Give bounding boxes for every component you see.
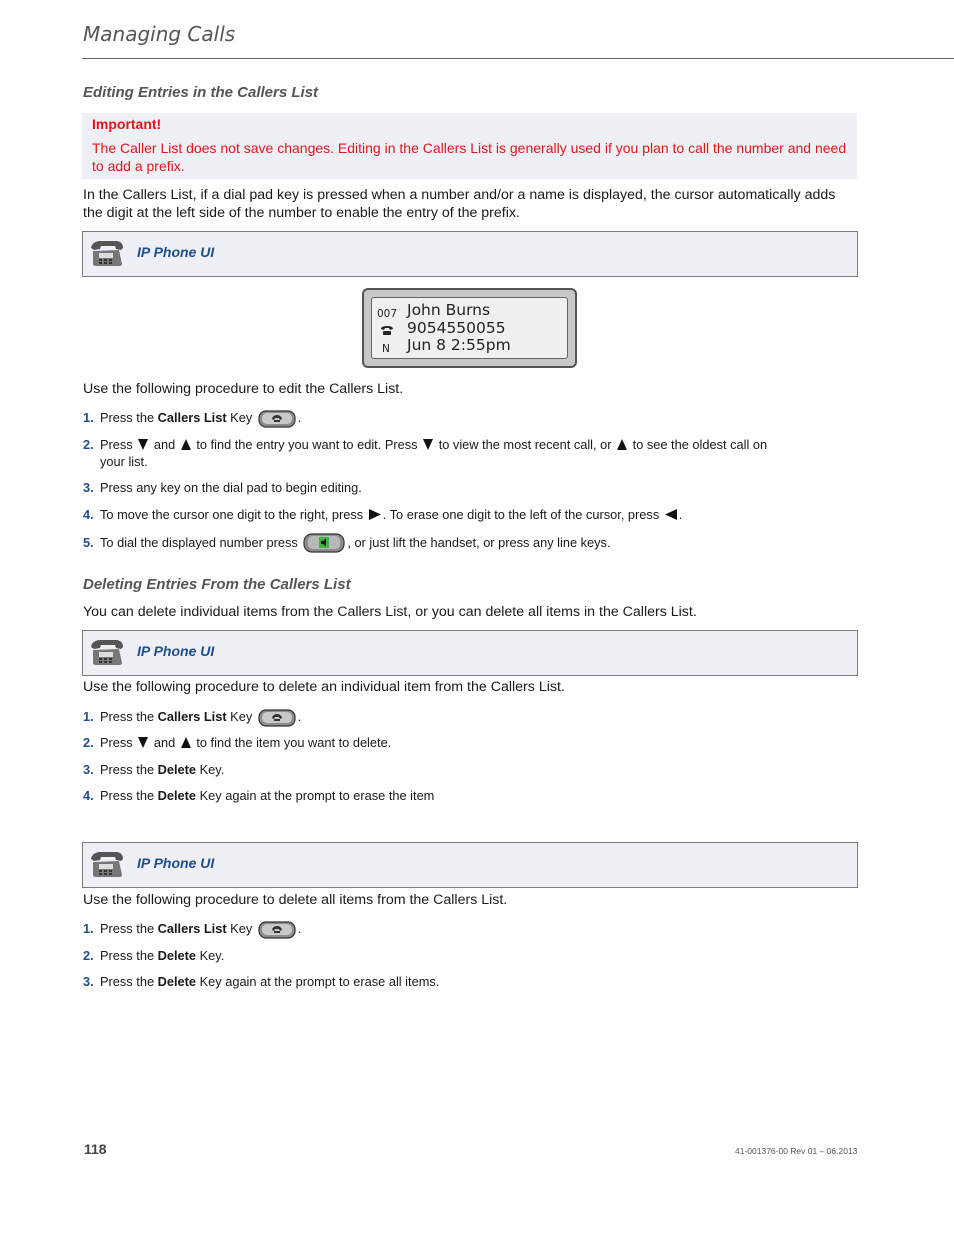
step-text: Press — [100, 437, 133, 452]
step-key-name: Callers List — [157, 410, 227, 425]
step-key-name: Delete — [157, 788, 197, 803]
arrow-up-icon — [181, 737, 191, 748]
delete-all-step-2 — [83, 947, 783, 964]
delete-all-step-3 — [83, 973, 783, 990]
step-number: 1. — [83, 709, 94, 724]
step-text: Key — [226, 709, 253, 724]
step-number: 1. — [83, 410, 94, 425]
step-number: 3. — [83, 762, 94, 777]
callers-list-key-icon — [258, 410, 296, 428]
step-text-continued: your list. — [100, 454, 148, 469]
ip-phone-ui-box — [82, 630, 858, 676]
delete-all-intro: Use the following procedure to delete all items from the Callers List. — [83, 892, 508, 908]
arrow-right-icon — [369, 509, 381, 520]
step-key-name: Delete — [157, 948, 197, 963]
step-text: . — [297, 921, 302, 936]
step-key-name: Callers List — [157, 921, 227, 936]
step-text: Press any key on the dial pad to begin editing. — [100, 480, 362, 495]
editing-intro: In the Callers List, if a dial pad key is pressed when a number and/or a name is displayed, the cursor automatically adds the digit at the left side of the number to enable the entry of the prefix. — [83, 187, 836, 221]
step-text: Press the — [100, 921, 158, 936]
step-text: To dial the displayed number press — [100, 535, 298, 550]
step-text: , or just lift the handset, or press any line keys. — [347, 535, 611, 550]
step-text: Press the — [100, 762, 158, 777]
lcd-datetime: Jun 8 2:55pm — [407, 336, 511, 354]
note-body: The Caller List does not save changes. Editing in the Callers List is generally used if you plan to call the number and need to add a prefix. — [92, 140, 847, 174]
note-title: Important! — [92, 116, 162, 132]
edit-step-2 — [83, 436, 783, 470]
lcd-status: N — [382, 343, 390, 355]
delete-single-step-4 — [83, 787, 783, 804]
ip-phone-ui-box — [82, 842, 858, 888]
arrow-left-icon — [665, 509, 677, 520]
phone-lcd-display — [362, 288, 577, 368]
step-text: Key. — [196, 948, 225, 963]
ui-label: IP Phone UI — [137, 855, 215, 871]
callers-list-key-icon — [258, 921, 296, 939]
step-text: Press the — [100, 974, 158, 989]
lcd-index: 007 — [377, 308, 398, 320]
step-text: . To erase one digit to the left of the cursor, press — [382, 507, 660, 522]
step-text: Press — [100, 735, 133, 750]
step-key-name: Callers List — [157, 709, 227, 724]
arrow-up-icon — [617, 439, 627, 450]
step-text: and — [153, 437, 176, 452]
step-number: 5. — [83, 535, 94, 550]
desk-phone-icon — [87, 637, 125, 667]
arrow-down-icon — [138, 439, 148, 450]
step-text: Press the — [100, 948, 158, 963]
handsfree-key-icon — [303, 533, 345, 553]
step-text: . — [297, 410, 302, 425]
arrow-up-icon — [181, 439, 191, 450]
step-number: 2. — [83, 948, 94, 963]
callers-list-key-icon — [258, 709, 296, 727]
delete-single-intro: Use the following procedure to delete an individual item from the Callers List. — [83, 679, 565, 695]
edit-step-1 — [83, 409, 783, 428]
step-number: 2. — [83, 735, 94, 750]
ui-label: IP Phone UI — [137, 643, 215, 659]
step-text: . — [678, 507, 683, 522]
delete-single-step-1 — [83, 708, 783, 727]
delete-single-step-2 — [83, 734, 783, 751]
lcd-number: 9054550055 — [407, 319, 506, 337]
step-text: To move the cursor one digit to the right, press — [100, 507, 364, 522]
section-heading-deleting: Deleting Entries From the Callers List — [83, 576, 351, 593]
lcd-name: John Burns — [407, 301, 491, 319]
step-text: Key again at the prompt to erase the item — [196, 788, 435, 803]
ui-label: IP Phone UI — [137, 244, 215, 260]
step-number: 2. — [83, 437, 94, 452]
step-number: 1. — [83, 921, 94, 936]
step-number: 4. — [83, 788, 94, 803]
step-number: 4. — [83, 507, 94, 522]
desk-phone-icon — [87, 849, 125, 879]
step-key-name: Delete — [157, 974, 197, 989]
edit-step-4 — [83, 506, 783, 523]
step-key-name: Delete — [157, 762, 197, 777]
step-text: Key. — [196, 762, 225, 777]
step-text: . — [297, 709, 302, 724]
ip-phone-ui-box — [82, 231, 858, 277]
step-number: 3. — [83, 974, 94, 989]
edit-procedure-intro: Use the following procedure to edit the Callers List. — [83, 381, 404, 397]
edit-step-5 — [83, 533, 783, 553]
phone-handset-icon — [380, 325, 394, 336]
delete-single-step-3 — [83, 761, 783, 778]
step-text: and — [153, 735, 176, 750]
header-rule — [82, 58, 954, 59]
lcd-screen — [371, 297, 568, 359]
important-note — [82, 113, 857, 179]
delete-all-step-1 — [83, 920, 783, 939]
step-text: Press the — [100, 788, 158, 803]
section-heading-editing: Editing Entries in the Callers List — [83, 84, 319, 101]
edit-step-3 — [83, 479, 783, 496]
step-text: Press the — [100, 709, 158, 724]
page-number: 118 — [84, 1141, 107, 1157]
step-text: Key — [226, 410, 253, 425]
step-text: Press the — [100, 410, 158, 425]
step-text: to view the most recent call, or — [438, 437, 612, 452]
arrow-down-icon — [423, 439, 433, 450]
step-number: 3. — [83, 480, 94, 495]
step-text: to find the entry you want to edit. Press — [196, 437, 418, 452]
step-text: Key — [226, 921, 253, 936]
desk-phone-icon — [87, 238, 125, 268]
step-text: Key again at the prompt to erase all items. — [196, 974, 440, 989]
step-text: to see the oldest call on — [632, 437, 768, 452]
document-id: 41-001376-00 Rev 01 – 06.2013 — [735, 1146, 858, 1156]
step-text: to find the item you want to delete. — [196, 735, 392, 750]
running-header: Managing Calls — [83, 22, 236, 46]
deleting-intro: You can delete individual items from the Callers List, or you can delete all items in the Callers List. — [83, 604, 697, 620]
arrow-down-icon — [138, 737, 148, 748]
